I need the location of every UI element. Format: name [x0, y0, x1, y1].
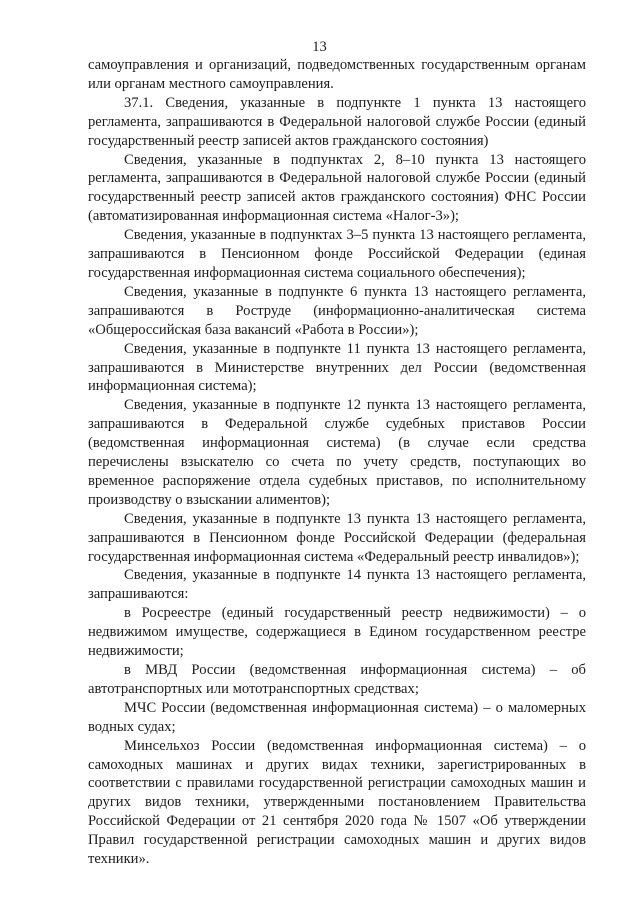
paragraph-subitems-2-8-10: Сведения, указанные в подпунктах 2, 8–10 пункта 13 настоящего регламента, запрашиваются в Федеральной налоговой службе России (единый государственный реестр записей актов гражданского состояния) ФНС России (автоматизированная информационная система «Налог-3»); [88, 151, 586, 225]
paragraph-mchs: МЧС России (ведомственная информационная система) – о маломерных водных судах; [88, 699, 586, 735]
paragraph-rosreestr: в Росреестре (единый государственный реестр недвижимости) – о недвижимом имуществе, содержащиеся в Едином государственном реестре недвижимости; [88, 605, 586, 660]
paragraph-subitem-11: Сведения, указанные в подпункте 11 пункта 13 настоящего регламента, запрашиваются в Министерстве внутренних дел России (ведомственная информационная система); [88, 340, 586, 395]
paragraph-continuation: самоуправления и организаций, подведомственных государственным органам или органам местного самоуправления. [88, 57, 586, 92]
paragraph-subitem-6: Сведения, указанные в подпункте 6 пункта 13 настоящего регламента, запрашиваются в Роструде (информационно-аналитическая система «Общероссийская база вакансий «Работа в России»); [88, 283, 586, 338]
paragraph-37-1: 37.1. Сведения, указанные в подпункте 1 пункта 13 настоящего регламента, запрашиваются в Федеральной налоговой службе России (единый государственный реестр записей актов гражданского состояния) [88, 94, 586, 149]
paragraph-mvd: в МВД России (ведомственная информационная система) – об автотранспортных или мототранспортных средствах; [88, 662, 586, 697]
paragraph-subitem-14: Сведения, указанные в подпункте 14 пункта 13 настоящего регламента, запрашиваются: [88, 567, 586, 603]
page-number: 13 [312, 39, 327, 55]
paragraph-subitem-13: Сведения, указанные в подпункте 13 пункта 13 настоящего регламента, запрашиваются в Пенсионном фонде Российской Федерации (федеральная государственная информационная система «Федеральный реестр инвалидов»); [88, 510, 586, 565]
document-body [88, 56, 586, 869]
paragraph-subitem-12: Сведения, указанные в подпункте 12 пункта 13 настоящего регламента, запрашиваются в Федеральной службе судебных приставов России (ведомственная информационная система) (в случае если средства перечислены взыскателю со счета по учету средств, поступающих во временное распоряжение отдела судебных приставов, по исполнительному производству о взыскании алиментов); [88, 397, 586, 508]
paragraph-subitems-3-5: Сведения, указанные в подпунктах 3–5 пункта 13 настоящего регламента, запрашиваются в Пенсионном фонде Российской Федерации (единая государственная информационная система социального обеспечения); [88, 227, 586, 281]
paragraph-minselkhoz: Минсельхоз России (ведомственная информационная система) – о самоходных машинах и других видах техники, зарегистрированных в соответствии с правилами государственной регистрации самоходных машин и других видов техники, утвержденными постановлением Правительства Российской Федерации от 21 сентября 2020 года № 1507 «Об утверждении Правил государственной регистрации самоходных машин и других видов техники». [88, 737, 586, 868]
